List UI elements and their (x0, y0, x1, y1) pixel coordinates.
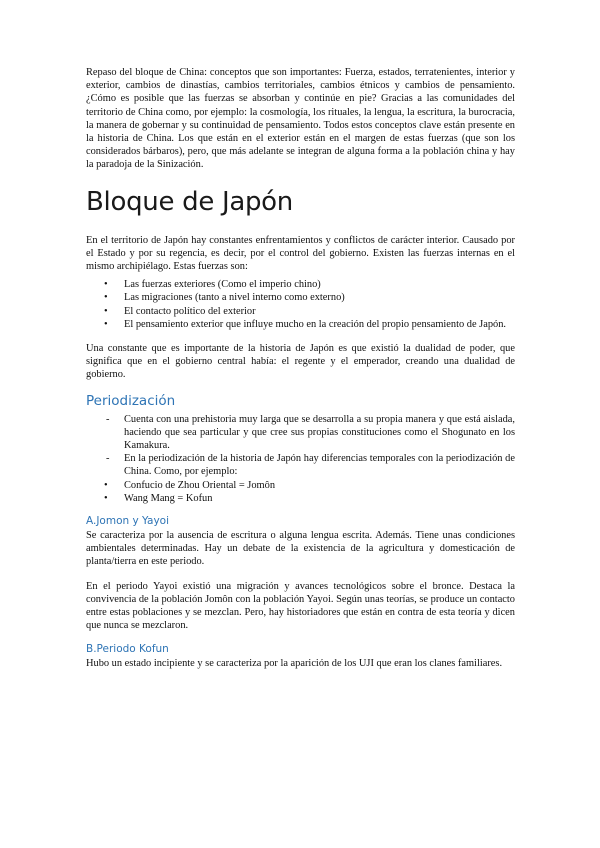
kofun-paragraph: Hubo un estado incipiente y se caracteriza por la aparición de los UJI que eran los clanes familiares. (86, 657, 503, 669)
list-item: - En la periodización de la historia de Japón hay diferencias temporales con la periodización de China. Como, por ejemplo: (106, 453, 515, 478)
periodization-list (86, 413, 515, 479)
jomon-paragraph-2: En el periodo Yayoi existió una migración y avances tecnológicos sobre el bronce. Destaca la convivencia de la población Jomôn con la población Yayoi. Según unas teorías, se produce un contacto entre estas poblaciones y se mezclan. Pero, hay historiadores que están en contra de esta teoría y dicen que nunca se mezclaron. (86, 580, 515, 632)
list-item: • El contacto político del exterior (104, 305, 256, 317)
jomon-paragraph-1: Se caracteriza por la ausencia de escritura o alguna lengua escrita. Además. Tiene unas condiciones ambientales determinadas. Hay un debate de la existencia de la agricultura y domesticación de planta/tierra en este periodo. (86, 530, 515, 568)
periodization-heading: Periodización (86, 392, 176, 409)
bullet-icon: • (104, 292, 108, 304)
intro-paragraph: Repaso del bloque de China: conceptos que son importantes: Fuerza, estados, terratenientes, interior y exterior, cambios de dinastías, cambios territoriales, cambios étnicos y cambios de pensamiento. ¿Cómo es posible que las fuerzas se absorban y continúe en pie? Gracias a las comunidades del territorio de China como, por ejemplo: la cosmología, los rituales, la lengua, la escritura, la burocracia, la manera de gobernar y su continuidad de pensamiento. Todos estos conceptos clave están presente en la historia de China. Los que están en el exterior están en el margen de estas fuerzas (que son los considerados bárbaros), pero, que más adelante se integran de alguna forma a la población china y hay la paradoja de la Sinización. (86, 67, 515, 171)
jomon-heading: A.Jomon y Yayoi (86, 515, 170, 528)
list-item: • Confucio de Zhou Oriental = Jomôn (104, 479, 276, 491)
bullet-icon: • (104, 492, 108, 504)
document-page (86, 66, 515, 670)
dash-icon: - (106, 453, 110, 465)
list-item: • Wang Mang = Kofun (104, 492, 213, 504)
list-item: • Las migraciones (tanto a nivel interno como externo) (104, 292, 345, 304)
periodization-examples (86, 479, 515, 505)
list-item: • El pensamiento exterior que influye mucho en la creación del propio pensamiento de Japón. (104, 318, 507, 330)
kofun-heading: B.Periodo Kofun (86, 642, 169, 655)
bullet-icon: • (104, 318, 108, 330)
duality-paragraph: Una constante que es importante de la historia de Japón es que existió la dualidad de poder, que significa que en el gobierno central había: el regente y el emperador, creando una dualidad de gobierno. (86, 343, 515, 381)
section-title: Bloque de Japón (86, 186, 293, 217)
forces-list (86, 278, 515, 331)
list-item: • Las fuerzas exteriores (Como el imperio chino) (104, 279, 321, 291)
bullet-icon: • (104, 279, 108, 291)
list-item: - Cuenta con una prehistoria muy larga que se desarrolla a su propia manera y que está aislada, haciendo que sea particular y que cree sus propias constituciones como el Shogunato en los Kamakura. (106, 413, 515, 452)
japan-intro-paragraph: En el territorio de Japón hay constantes enfrentamientos y conflictos de carácter interior. Causado por el Estado y por su regencia, es decir, por el control del gobierno. Existen las fuerzas internas en el mismo archipiélago. Estas fuerzas son: (86, 234, 515, 273)
bullet-icon: • (104, 479, 108, 491)
dash-icon: - (106, 413, 110, 425)
bullet-icon: • (104, 305, 108, 317)
